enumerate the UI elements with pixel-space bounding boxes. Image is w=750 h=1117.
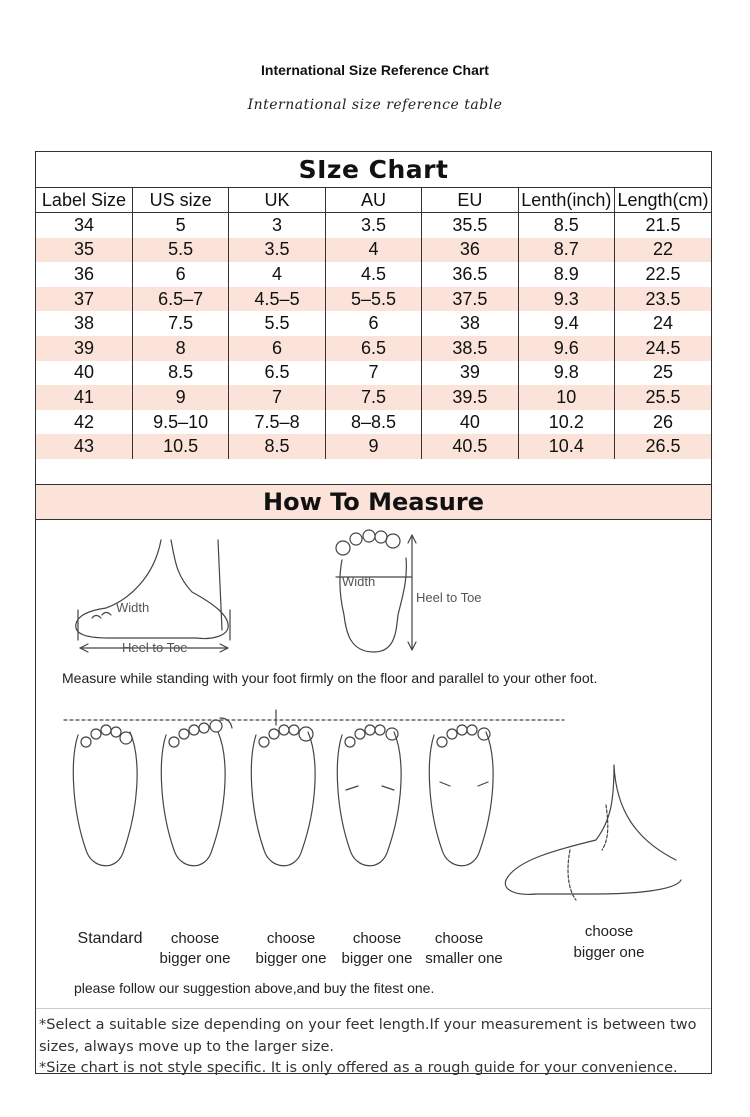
sole-narrow-foot-icon xyxy=(429,725,493,866)
how-to-measure-panel xyxy=(35,484,712,1074)
table-cell: 8 xyxy=(132,336,228,361)
label-choose-2: choose xyxy=(266,930,316,947)
column-header: US size xyxy=(132,188,228,213)
table-cell: 22.5 xyxy=(645,263,681,284)
sole-width-label: Width xyxy=(342,574,376,589)
side-width-label: Width xyxy=(116,600,150,615)
table-cell: 26.5 xyxy=(615,434,711,459)
table-cell: 7 xyxy=(229,385,325,410)
table-cell: 7.5 xyxy=(325,385,421,410)
table-cell: 7.5 xyxy=(132,311,228,336)
table-row xyxy=(36,361,711,386)
label-choose-1: choose xyxy=(170,930,220,947)
side-heel-to-toe-label: Heel to Toe xyxy=(122,640,188,655)
table-cell: 8.7 xyxy=(518,238,614,263)
note-1: *Select a suitable size depending on your feet length.If your measurement is between two sizes, always move up to the larger size. xyxy=(39,1017,697,1055)
table-cell: 23.5 xyxy=(615,287,711,312)
table-cell: 39 xyxy=(36,336,132,361)
table-cell: 9 xyxy=(132,385,228,410)
table-cell: 4 xyxy=(325,238,421,263)
table-cell: 4.5–5 xyxy=(229,287,325,312)
table-cell: 8.5 xyxy=(229,434,325,459)
table-cell: 40.5 xyxy=(422,434,518,459)
table-row xyxy=(36,213,711,238)
table-cell: 10.2 xyxy=(518,410,614,435)
label-choose-5: choose xyxy=(584,923,634,940)
table-cell: 3 xyxy=(229,213,325,238)
table-row xyxy=(36,311,711,336)
table-cell: 38.5 xyxy=(422,336,518,361)
label-bigger-1: bigger one xyxy=(159,950,231,967)
table-row xyxy=(36,385,711,410)
column-header: Label Size xyxy=(36,188,132,213)
table-cell: 36.5 xyxy=(422,262,518,287)
sole-heel-to-toe-label: Heel to Toe xyxy=(416,590,482,605)
table-cell: 25 xyxy=(653,362,674,383)
table-cell: 5 xyxy=(132,213,228,238)
table-cell: 8.5 xyxy=(132,361,228,386)
table-cell: 42 xyxy=(36,410,132,435)
table-cell: 39 xyxy=(422,361,518,386)
how-to-measure-heading: How To Measure xyxy=(36,485,711,520)
table-cell: 35.5 xyxy=(422,213,518,238)
table-body xyxy=(36,213,711,459)
table-header-row xyxy=(36,188,711,213)
measure-instruction: Measure while standing with your foot firmly on the floor and parallel to your other foot. xyxy=(62,670,598,686)
label-smaller: smaller one xyxy=(425,950,503,967)
table-cell: 35 xyxy=(36,238,132,263)
table-cell: 39.5 xyxy=(422,385,518,410)
table-cell: 38 xyxy=(36,311,132,336)
label-bigger-3: bigger one xyxy=(341,950,413,967)
table-cell: 6 xyxy=(325,311,421,336)
column-header: UK xyxy=(229,188,325,213)
table-row xyxy=(36,287,711,312)
label-bigger-5: bigger one xyxy=(573,944,645,961)
table-cell: 10.5 xyxy=(132,434,228,459)
column-header: AU xyxy=(325,188,421,213)
label-choose-3: choose xyxy=(352,930,402,947)
table-cell: 8.5 xyxy=(518,213,614,238)
table-cell: 24 xyxy=(653,313,674,334)
table-cell: 6.5 xyxy=(325,336,421,361)
table-cell: 24.5 xyxy=(615,336,711,361)
label-bigger-2: bigger one xyxy=(255,950,327,967)
size-table xyxy=(36,188,711,459)
column-header: Length(cm) xyxy=(615,188,711,213)
size-chart-heading: SIze Chart xyxy=(36,152,711,188)
table-cell: 9.3 xyxy=(518,287,614,312)
table-cell: 37 xyxy=(36,287,132,312)
foot-sketches xyxy=(36,520,711,970)
table-cell: 9.4 xyxy=(518,311,614,336)
table-cell: 8.9 xyxy=(518,262,614,287)
table-row xyxy=(36,262,711,287)
table-cell: 4.5 xyxy=(325,262,421,287)
table-cell: 43 xyxy=(36,434,132,459)
table-cell: 25.5 xyxy=(615,385,711,410)
table-row xyxy=(36,410,711,435)
table-cell: 41 xyxy=(36,385,132,410)
table-cell: 5.5 xyxy=(229,311,325,336)
table-row xyxy=(36,336,711,361)
table-cell: 4 xyxy=(229,262,325,287)
measure-body xyxy=(36,520,711,1074)
spacer xyxy=(35,456,712,484)
table-cell: 6.5–7 xyxy=(132,287,228,312)
table-cell: 36 xyxy=(36,262,132,287)
table-cell: 38 xyxy=(422,311,518,336)
table-cell: 5–5.5 xyxy=(325,287,421,312)
table-row xyxy=(36,238,711,263)
table-cell: 10 xyxy=(518,385,614,410)
table-cell: 21.5 xyxy=(645,214,681,235)
table-cell: 6 xyxy=(132,262,228,287)
label-standard: Standard xyxy=(77,930,143,947)
sole-wide-foot-icon xyxy=(337,725,401,866)
chart-title: International Size Reference Chart xyxy=(261,62,489,78)
table-cell: 6 xyxy=(229,336,325,361)
sole-standard-icon xyxy=(73,725,137,866)
column-header: Lenth(inch) xyxy=(518,188,614,213)
suggestion-text: please follow our suggestion above,and buy the fitest one. xyxy=(74,980,435,996)
table-cell: 22 xyxy=(615,238,711,263)
table-cell: 26 xyxy=(653,411,674,432)
table-cell: 10.4 xyxy=(518,434,614,459)
table-cell: 34 xyxy=(36,213,132,238)
note-2: *Size chart is not style specific. It is only offered as a rough guide for your convenience. xyxy=(39,1060,678,1076)
size-notes xyxy=(36,1008,711,1086)
sole-foot-icon xyxy=(336,530,416,652)
table-cell: 6.5 xyxy=(229,361,325,386)
table-cell: 37.5 xyxy=(422,287,518,312)
sole-wide-toe-icon xyxy=(251,710,315,866)
table-cell: 3.5 xyxy=(229,238,325,263)
table-cell: 7.5–8 xyxy=(229,410,325,435)
table-cell: 36 xyxy=(422,238,518,263)
table-cell: 9.6 xyxy=(518,336,614,361)
table-cell: 7 xyxy=(325,361,421,386)
table-cell: 9.8 xyxy=(518,361,614,386)
sole-toe-over-icon xyxy=(161,718,232,866)
table-cell: 40 xyxy=(422,410,518,435)
table-cell: 9 xyxy=(325,434,421,459)
column-header: EU xyxy=(422,188,518,213)
table-cell: 9.5–10 xyxy=(132,410,228,435)
side-foot-icon xyxy=(76,540,230,652)
high-instep-foot-icon xyxy=(505,765,681,900)
chart-subtitle: International size reference table xyxy=(247,97,503,113)
table-cell: 8–8.5 xyxy=(325,410,421,435)
table-cell: 40 xyxy=(36,361,132,386)
table-cell: 5.5 xyxy=(132,238,228,263)
label-choose-4: choose xyxy=(434,930,484,947)
table-cell: 3.5 xyxy=(325,213,421,238)
size-chart xyxy=(35,151,712,456)
